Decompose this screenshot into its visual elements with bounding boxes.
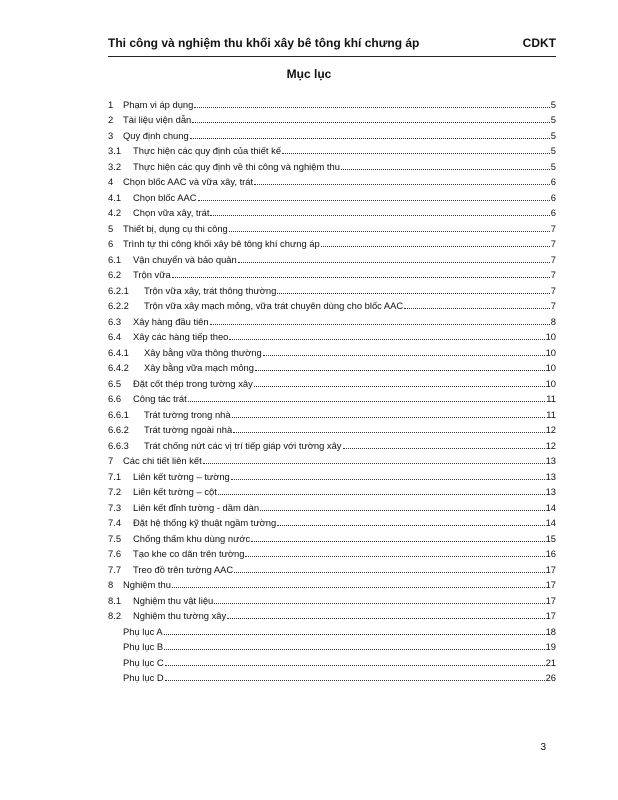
toc-dot-leader: [277, 524, 544, 526]
toc-entry[interactable]: [108, 94, 556, 110]
toc-entry-title: Treo đồ trên tường AAC: [133, 563, 234, 575]
toc-entry[interactable]: [108, 373, 556, 389]
toc-entry-page: 17: [545, 563, 556, 575]
toc-entry-page: 10: [545, 331, 556, 342]
toc-entry-title: Chọn blốc AAC và vữa xây, trát: [123, 176, 254, 187]
toc-dot-leader: [251, 540, 544, 542]
toc-entry-title: Quy định chung: [123, 129, 189, 141]
toc-entry[interactable]: [108, 311, 556, 327]
toc-entry-title: Liên kết tường – tường: [133, 470, 230, 482]
toc-entry-number: 6.2.2: [108, 300, 129, 311]
page-header: [108, 36, 556, 50]
toc-entry-page: 5: [550, 129, 556, 141]
toc-entry-title: Phụ lục B: [123, 641, 164, 652]
toc-entry-page: 7: [550, 300, 556, 311]
toc-entry[interactable]: [108, 606, 556, 622]
toc-entry[interactable]: [108, 125, 556, 141]
toc-entry-title: Xây hàng đầu tiên: [133, 315, 209, 327]
toc-entry-number: 7.1: [108, 470, 122, 482]
toc-dot-leader: [229, 230, 550, 232]
toc-entry[interactable]: [108, 513, 556, 529]
toc-entry-number: 4.1: [108, 191, 122, 203]
toc-entry-title: Xây bằng vữa thông thường: [144, 346, 262, 358]
toc-entry-title: Phụ lục C: [123, 656, 164, 668]
toc-entry-page: 10: [545, 346, 556, 358]
toc-dot-leader: [343, 447, 545, 449]
toc-entry-number: 6.6.1: [108, 408, 129, 420]
toc-entry[interactable]: [108, 358, 556, 374]
toc-entry-number: 8: [108, 579, 114, 590]
toc-dot-leader: [172, 276, 550, 278]
toc-entry-title: Phạm vi áp dụng: [123, 98, 194, 110]
toc-entry-title: Nghiệm thu vật liệu: [133, 594, 214, 606]
toc-entry-number: 6.6.2: [108, 424, 129, 435]
toc-entry-page: 13: [545, 470, 556, 482]
toc-entry-number: 7: [108, 455, 114, 466]
toc-dot-leader: [321, 245, 550, 247]
toc-entry[interactable]: [108, 575, 556, 591]
toc-dot-leader: [165, 679, 545, 681]
toc-entry-page: 18: [545, 625, 556, 637]
toc-entry-number: 6.3: [108, 315, 122, 327]
toc-entry[interactable]: [108, 652, 556, 668]
toc-entry-number: 4: [108, 176, 114, 187]
toc-entry-title: Liên kết tường – cột: [133, 486, 217, 497]
toc-entry-page: 5: [550, 145, 556, 156]
toc-entry-page: 6: [550, 207, 556, 218]
toc-dot-leader: [282, 152, 550, 154]
toc-entry-page: 12: [545, 424, 556, 435]
toc-entry-number: 7.4: [108, 517, 122, 528]
toc-entry-title: Các chi tiết liên kết: [123, 455, 202, 466]
toc-entry-page: 7: [550, 222, 556, 234]
toc-entry-title: Trát tường trong nhà: [144, 408, 231, 420]
toc-dot-leader: [190, 137, 550, 139]
toc-entry-number: 1: [108, 98, 114, 110]
toc-entry-title: Trộn vữa: [133, 269, 171, 280]
toc-dot-leader: [232, 416, 546, 418]
toc-dot-leader: [210, 323, 550, 325]
toc-entry-page: 17: [545, 594, 556, 606]
toc-entry[interactable]: [108, 544, 556, 560]
toc-entry-page: 15: [545, 532, 556, 544]
toc-entry-title: Liên kết đỉnh tường - dầm dàn: [133, 501, 260, 513]
toc-entry-page: 7: [550, 284, 556, 296]
toc-entry-title: Vận chuyển và bảo quản: [133, 253, 237, 265]
toc-entry[interactable]: [108, 327, 556, 343]
toc-entry-page: 17: [545, 579, 556, 590]
toc-entry-number: 4.2: [108, 207, 122, 218]
toc-entry-title: Phụ lục D: [123, 672, 164, 683]
toc-entry-title: Đặt hệ thống kỹ thuật ngầm tường: [133, 517, 277, 528]
toc-entry-number: 6.6.3: [108, 439, 129, 451]
toc-entry[interactable]: [108, 590, 556, 606]
toc-entry[interactable]: [108, 497, 556, 513]
toc-entry[interactable]: [108, 451, 556, 467]
toc-dot-leader: [192, 121, 550, 123]
toc-dot-leader: [238, 261, 550, 263]
toc-entry[interactable]: [108, 668, 556, 684]
toc-entry[interactable]: [108, 141, 556, 157]
toc-dot-leader: [164, 633, 545, 635]
toc-entry[interactable]: [108, 280, 556, 296]
toc-entry-page: 5: [550, 160, 556, 172]
toc-entry[interactable]: [108, 389, 556, 405]
toc-entry[interactable]: [108, 466, 556, 482]
toc-entry-title: Trát tường ngoài nhà: [144, 424, 233, 435]
toc-dot-leader: [254, 385, 545, 387]
toc-dot-leader: [255, 369, 545, 371]
toc-entry-title: Nghiệm thu: [123, 579, 171, 590]
toc-entry-page: 7: [550, 253, 556, 265]
toc-dot-leader: [260, 509, 545, 511]
toc-entry[interactable]: [108, 296, 556, 312]
toc-dot-leader: [231, 478, 545, 480]
toc-entry[interactable]: [108, 342, 556, 358]
toc-entry-title: Trộn vữa xây, trát thông thường: [144, 284, 277, 296]
toc-entry-title: Thực hiện các quy định về thi công và nghiệm thu: [133, 160, 340, 172]
toc-dot-leader: [214, 602, 544, 604]
toc-entry-page: 5: [550, 98, 556, 110]
toc-entry[interactable]: [108, 110, 556, 126]
toc-entry[interactable]: [108, 156, 556, 172]
toc-dot-leader: [277, 292, 549, 294]
toc-entry-title: Thiết bị, dụng cụ thi công: [123, 222, 228, 234]
toc-dot-leader: [245, 555, 544, 557]
toc-entry-page: 6: [550, 176, 556, 187]
toc-dot-leader: [164, 648, 544, 650]
toc-entry-title: Xây các hàng tiếp theo: [133, 331, 229, 342]
toc-dot-leader: [227, 617, 544, 619]
toc-entry-page: 7: [550, 238, 556, 249]
toc-entry-page: 14: [545, 517, 556, 528]
document-code: CDKT: [522, 36, 556, 50]
toc-entry-title: Tạo khe co dãn trên tường: [133, 548, 245, 559]
toc-entry-page: 10: [545, 362, 556, 373]
toc-entry-title: Xây bằng vữa mạch mỏng: [144, 362, 254, 373]
toc-entry[interactable]: [108, 203, 556, 219]
toc-dot-leader: [172, 586, 545, 588]
toc-entry-number: 2: [108, 114, 114, 125]
toc-entry[interactable]: [108, 435, 556, 451]
toc-entry-title: Công tác trát: [133, 393, 187, 404]
toc-entry-number: 6.4.1: [108, 346, 129, 358]
toc-entry-page: 6: [550, 191, 556, 203]
toc-entry-title: Đặt cốt thép trong tường xây: [133, 377, 253, 389]
toc-entry-page: 5: [550, 114, 556, 125]
page-number: 3: [540, 742, 546, 753]
header-rule: [108, 56, 556, 57]
toc-entry[interactable]: [108, 172, 556, 188]
toc-entry-page: 11: [546, 408, 556, 420]
toc-entry-title: Trát chống nứt các vị trí tiếp giáp với tường xây: [144, 439, 342, 451]
toc-entry-number: 6.4.2: [108, 362, 129, 373]
toc-entry-number: 8.1: [108, 594, 122, 606]
toc-entry-page: 13: [545, 455, 556, 466]
toc-entry-page: 12: [545, 439, 556, 451]
toc-entry-title: Tài liệu viện dẫn: [123, 114, 192, 125]
toc-entry[interactable]: [108, 234, 556, 250]
toc-entry[interactable]: [108, 559, 556, 575]
toc-entry-number: 7.7: [108, 563, 122, 575]
document-title: Thi công và nghiệm thu khối xây bê tông khí chưng áp: [108, 36, 420, 50]
toc-entry-number: 3.1: [108, 145, 122, 156]
toc-entry-number: 6.2.1: [108, 284, 129, 296]
toc-entry-title: Trộn vữa xây mạch mỏng, vữa trát chuyên dùng cho blốc AAC: [144, 300, 404, 311]
toc-entry-number: 3: [108, 129, 114, 141]
toc-dot-leader: [263, 354, 545, 356]
toc-entry-title: Nghiệm thu tường xây: [133, 610, 227, 621]
toc-dot-leader: [341, 168, 550, 170]
toc-entry-number: 5: [108, 222, 114, 234]
toc-entry[interactable]: [108, 265, 556, 281]
toc-entry-title: Chống thấm khu dùng nước: [133, 532, 251, 544]
toc-entry-title: Thực hiện các quy định của thiết kế: [133, 145, 282, 156]
toc-entry-page: 11: [546, 393, 556, 404]
toc-entry-page: 8: [550, 315, 556, 327]
toc-entry[interactable]: [108, 218, 556, 234]
toc-entry-number: 8.2: [108, 610, 122, 621]
toc-dot-leader: [233, 431, 544, 433]
toc-dot-leader: [203, 462, 545, 464]
toc-entry-number: 7.3: [108, 501, 122, 513]
toc-dot-leader: [254, 183, 550, 185]
toc-entry-title: Chọn blốc AAC: [133, 191, 197, 203]
toc-dot-leader: [188, 400, 546, 402]
toc-dot-leader: [210, 214, 549, 216]
toc-entry-number: 7.5: [108, 532, 122, 544]
toc-entry-number: 6.6: [108, 393, 122, 404]
toc-entry-page: 13: [545, 486, 556, 497]
toc-entry[interactable]: [108, 528, 556, 544]
toc-entry-page: 17: [545, 610, 556, 621]
toc-entry[interactable]: [108, 637, 556, 653]
toc-entry[interactable]: [108, 187, 556, 203]
toc-dot-leader: [165, 664, 545, 666]
toc-dot-leader: [218, 493, 545, 495]
toc-dot-leader: [404, 307, 550, 309]
toc-entry-page: 21: [545, 656, 556, 668]
toc-entry-page: 26: [545, 672, 556, 683]
toc-entry-number: 6.2: [108, 269, 122, 280]
toc-dot-leader: [194, 106, 549, 108]
toc-entry[interactable]: [108, 420, 556, 436]
toc-dot-leader: [198, 199, 550, 201]
toc-entry-page: 14: [545, 501, 556, 513]
toc-entry-number: 6.1: [108, 253, 122, 265]
toc-entry[interactable]: [108, 249, 556, 265]
toc-entry-page: 7: [550, 269, 556, 280]
toc-entry-number: 3.2: [108, 160, 122, 172]
toc-entry-number: 7.2: [108, 486, 122, 497]
toc-entry-page: 16: [545, 548, 556, 559]
toc-dot-leader: [229, 338, 544, 340]
toc-entry-number: 7.6: [108, 548, 122, 559]
toc-entry-number: 6.4: [108, 331, 122, 342]
table-of-contents: [108, 94, 556, 683]
toc-entry-number: 6: [108, 238, 114, 249]
toc-dot-leader: [234, 571, 544, 573]
toc-entry-page: 19: [545, 641, 556, 652]
toc-entry-page: 10: [545, 377, 556, 389]
toc-entry[interactable]: [108, 621, 556, 637]
toc-entry-number: 6.5: [108, 377, 122, 389]
toc-entry[interactable]: [108, 404, 556, 420]
toc-entry-title: Trình tự thi công khối xây bê tông khí chưng áp: [123, 238, 320, 249]
toc-entry-title: Phụ lục A: [123, 625, 163, 637]
toc-entry-title: Chọn vữa xây, trát: [133, 207, 210, 218]
toc-entry[interactable]: [108, 482, 556, 498]
toc-heading: Mục lục: [286, 67, 332, 81]
